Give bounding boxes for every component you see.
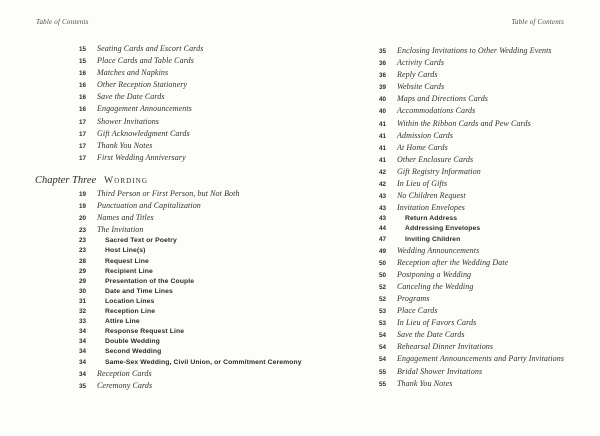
toc-entry-title: Bridal Shower Invitations: [397, 366, 483, 376]
toc-entry-title: Addressing Envelopes: [405, 225, 481, 233]
toc-entry-title: Host Line(s): [105, 247, 146, 255]
toc-entry-page-number: 41: [378, 132, 386, 140]
toc-entry-title: Reception Line: [105, 308, 156, 316]
toc-entry-title: Other Enclosure Cards: [397, 154, 474, 164]
toc-entry-title: Punctuation and Capitalization: [97, 201, 201, 211]
toc-entry: [0, 201, 300, 213]
toc-entry-page-number: 34: [78, 328, 86, 336]
toc-entry-page-number: 43: [378, 215, 386, 223]
toc-entry: [300, 46, 600, 58]
toc-entry-page-number: 19: [78, 203, 86, 211]
toc-entry-title: Maps and Directions Cards: [397, 94, 489, 104]
toc-entry-page-number: 15: [78, 46, 86, 53]
running-header-right: Table of Contents: [511, 18, 564, 26]
toc-entry-title: Second Wedding: [105, 348, 162, 356]
toc-entry-title: Canceling the Wedding: [397, 281, 474, 291]
toc-entry: [300, 367, 600, 379]
toc-entry-title: Inviting Children: [405, 235, 461, 243]
toc-entry: [0, 129, 300, 141]
toc-entry: [0, 268, 300, 278]
toc-entry-page-number: 16: [78, 106, 86, 114]
toc-entry-title: Enclosing Invitations to Other Wedding Events: [397, 46, 552, 55]
toc-entry: [0, 141, 300, 153]
toc-entry-page-number: 16: [78, 82, 86, 90]
toc-entry-page-number: 35: [378, 48, 386, 55]
toc-entry: [0, 381, 300, 393]
toc-entry-title: Within the Ribbon Cards and Pew Cards: [397, 118, 531, 128]
toc-entry: [300, 258, 600, 270]
toc-entry-title: Reception after the Wedding Date: [397, 257, 509, 267]
toc-entry: [0, 80, 300, 92]
toc-entry-page-number: 47: [378, 235, 386, 243]
toc-entry-title: Rehearsal Dinner Invitations: [397, 342, 494, 352]
toc-entry-title: Thank You Notes: [397, 378, 453, 388]
toc-entry-page-number: 17: [78, 118, 86, 126]
toc-entry: [300, 119, 600, 131]
toc-entry-title: Place Cards: [397, 306, 438, 316]
toc-entry: [300, 203, 600, 215]
toc-entry-title: Ceremony Cards: [97, 380, 153, 390]
toc-entry-page-number: 29: [78, 277, 86, 285]
toc-entry-title: Invitation Envelopes: [397, 203, 465, 213]
toc-entry: [300, 143, 600, 155]
toc-entry: [300, 294, 600, 306]
toc-entry: [0, 44, 300, 56]
toc-entry-page-number: 53: [378, 308, 386, 316]
toc-entry-title: Presentation of the Couple: [105, 277, 195, 285]
toc-entry: [0, 153, 300, 165]
toc-entry: [0, 237, 300, 247]
toc-entry-page-number: 29: [78, 267, 86, 275]
toc-entry-page-number: 52: [378, 295, 386, 303]
toc-entry-title: Engagement Announcements: [97, 104, 192, 114]
toc-entry: [0, 92, 300, 104]
toc-entry-title: Names and Titles: [97, 213, 154, 223]
toc-entry-page-number: 40: [378, 96, 386, 104]
toc-entry-title: Activity Cards: [397, 58, 445, 68]
toc-entry-page-number: 34: [78, 370, 86, 378]
toc-entry: [0, 68, 300, 80]
toc-entry-title: Location Lines: [105, 297, 155, 305]
toc-entry: [300, 236, 600, 246]
toc-entry-page-number: 36: [378, 72, 386, 80]
toc-entry: [0, 56, 300, 68]
toc-entry-page-number: 23: [78, 237, 86, 245]
toc-entry: [0, 213, 300, 225]
toc-entry-title: Place Cards and Table Cards: [97, 56, 194, 66]
toc-entry-page-number: 17: [78, 142, 86, 150]
toc-entry-title: The Invitation: [97, 225, 144, 235]
toc-entry-page-number: 42: [378, 181, 386, 189]
toc-entry-page-number: 42: [378, 168, 386, 176]
toc-entry-page-number: 41: [378, 156, 386, 164]
toc-entry: [300, 246, 600, 258]
toc-entry: [300, 82, 600, 94]
toc-entry-title: Shower Invitations: [97, 116, 160, 126]
toc-entry: [300, 330, 600, 342]
chapter-title: Wording: [104, 176, 149, 186]
toc-entry: [0, 308, 300, 318]
toc-entry: [300, 215, 600, 225]
toc-entry-title: No Children Request: [397, 191, 466, 201]
toc-entry: [0, 288, 300, 298]
toc-entry: [300, 94, 600, 106]
toc-entry: [300, 70, 600, 82]
running-header-left: Table of Contents: [36, 18, 89, 26]
page-right: [300, 0, 600, 436]
toc-entry-title: Thank You Notes: [97, 140, 153, 150]
toc-entry-title: Seating Cards and Escort Cards: [97, 44, 204, 53]
toc-entry-title: Response Request Line: [105, 328, 185, 336]
toc-entry: [0, 104, 300, 116]
toc-list-right: [300, 46, 600, 391]
toc-entry: [0, 258, 300, 268]
toc-entry-page-number: 55: [378, 368, 386, 376]
toc-entry-page-number: 23: [78, 247, 86, 255]
toc-entry-title: Date and Time Lines: [105, 287, 173, 295]
toc-entry: [300, 106, 600, 118]
toc-entry-title: Gift Acknowledgment Cards: [97, 128, 190, 138]
toc-entry: [300, 131, 600, 143]
toc-entry-page-number: 43: [378, 205, 386, 213]
toc-entry-title: In Lieu of Favors Cards: [397, 318, 477, 328]
toc-entry-page-number: 52: [378, 283, 386, 291]
toc-entry: [300, 342, 600, 354]
toc-entry-page-number: 23: [78, 227, 86, 235]
toc-entry-page-number: 17: [78, 130, 86, 138]
toc-entry-page-number: 32: [78, 308, 86, 316]
toc-entry-page-number: 16: [78, 70, 86, 78]
toc-entry-page-number: 43: [378, 193, 386, 201]
toc-entry-page-number: 55: [378, 380, 386, 388]
toc-entry: [0, 318, 300, 328]
toc-entry-page-number: 33: [78, 318, 86, 326]
toc-entry: [300, 282, 600, 294]
toc-entry: [0, 225, 300, 237]
toc-entry-title: Gift Registry Information: [397, 166, 481, 176]
toc-entry-title: Same-Sex Wedding, Civil Union, or Commitment Ceremony: [105, 358, 302, 366]
toc-entry: [0, 298, 300, 308]
toc-entry: [0, 247, 300, 257]
toc-entry: [0, 338, 300, 348]
toc-entry-page-number: 54: [378, 344, 386, 352]
chapter-heading: [35, 170, 148, 188]
toc-entry-title: Double Wedding: [105, 338, 160, 346]
toc-entry: [300, 155, 600, 167]
toc-entry-page-number: 41: [378, 144, 386, 152]
toc-entry: [300, 191, 600, 203]
toc-entry-page-number: 50: [378, 271, 386, 279]
toc-entry-page-number: 34: [78, 358, 86, 366]
toc-entry-title: Reply Cards: [397, 70, 438, 80]
toc-entry-title: Accommodations Cards: [397, 106, 476, 116]
toc-entry-title: First Wedding Anniversary: [97, 152, 186, 162]
toc-entry: [0, 369, 300, 381]
toc-entry-title: Sacred Text or Poetry: [105, 237, 177, 245]
toc-entry-title: Attire Line: [105, 318, 140, 326]
toc-entry: [300, 306, 600, 318]
toc-entry: [300, 167, 600, 179]
toc-entry-title: In Lieu of Gifts: [397, 179, 448, 189]
toc-entry-page-number: 34: [78, 348, 86, 356]
toc-entry: [300, 354, 600, 366]
toc-entry-title: Programs: [397, 293, 430, 303]
toc-entry-page-number: 54: [378, 332, 386, 340]
toc-entry-title: Reception Cards: [97, 368, 152, 378]
toc-entry-title: Other Reception Stationery: [97, 80, 188, 90]
toc-list-left-top: [0, 44, 300, 165]
toc-entry-page-number: 20: [78, 215, 86, 223]
toc-entry: [300, 379, 600, 391]
toc-entry: [0, 328, 300, 338]
toc-entry: [300, 58, 600, 70]
toc-entry-title: Admission Cards: [397, 130, 454, 140]
toc-entry: [0, 348, 300, 358]
toc-entry-page-number: 16: [78, 94, 86, 102]
chapter-label: Chapter Three: [35, 175, 97, 186]
toc-entry-page-number: 19: [78, 191, 86, 198]
toc-entry-page-number: 50: [378, 259, 386, 267]
toc-entry-page-number: 54: [378, 356, 386, 364]
toc-entry-title: Recipient Line: [105, 267, 153, 275]
toc-entry-title: Website Cards: [397, 82, 445, 92]
toc-entry: [0, 359, 300, 369]
toc-entry-page-number: 15: [78, 58, 86, 66]
toc-entry-title: Save the Date Cards: [97, 92, 165, 102]
toc-entry-page-number: 39: [378, 84, 386, 92]
toc-entry-title: Third Person or First Person, but Not Both: [97, 189, 240, 198]
toc-entry: [0, 278, 300, 288]
toc-entry: [300, 179, 600, 191]
toc-entry-title: Engagement Announcements and Party Invitations: [397, 354, 565, 364]
toc-entry: [300, 225, 600, 235]
toc-entry-page-number: 34: [78, 338, 86, 346]
toc-entry-page-number: 31: [78, 297, 86, 305]
toc-entry-page-number: 28: [78, 257, 86, 265]
toc-entry-page-number: 30: [78, 287, 86, 295]
toc-entry-page-number: 36: [378, 60, 386, 68]
toc-entry-page-number: 35: [78, 382, 86, 390]
toc-entry-page-number: 41: [378, 120, 386, 128]
toc-entry-page-number: 40: [378, 108, 386, 116]
toc-entry-page-number: 53: [378, 320, 386, 328]
toc-entry: [300, 318, 600, 330]
toc-list-left-chapter: [0, 189, 300, 393]
toc-entry-page-number: 44: [378, 225, 386, 233]
toc-entry: [0, 117, 300, 129]
toc-entry-title: Request Line: [105, 257, 149, 265]
toc-entry-title: Postponing a Wedding: [397, 269, 472, 279]
toc-entry-title: Save the Date Cards: [397, 330, 465, 340]
toc-entry-title: Wedding Announcements: [397, 245, 480, 255]
toc-entry: [0, 189, 300, 201]
toc-entry: [300, 270, 600, 282]
toc-entry-title: Matches and Napkins: [97, 68, 169, 78]
toc-entry-page-number: 17: [78, 154, 86, 162]
toc-entry-page-number: 49: [378, 247, 386, 255]
toc-entry-title: Return Address: [405, 215, 458, 223]
toc-entry-title: At Home Cards: [397, 142, 448, 152]
